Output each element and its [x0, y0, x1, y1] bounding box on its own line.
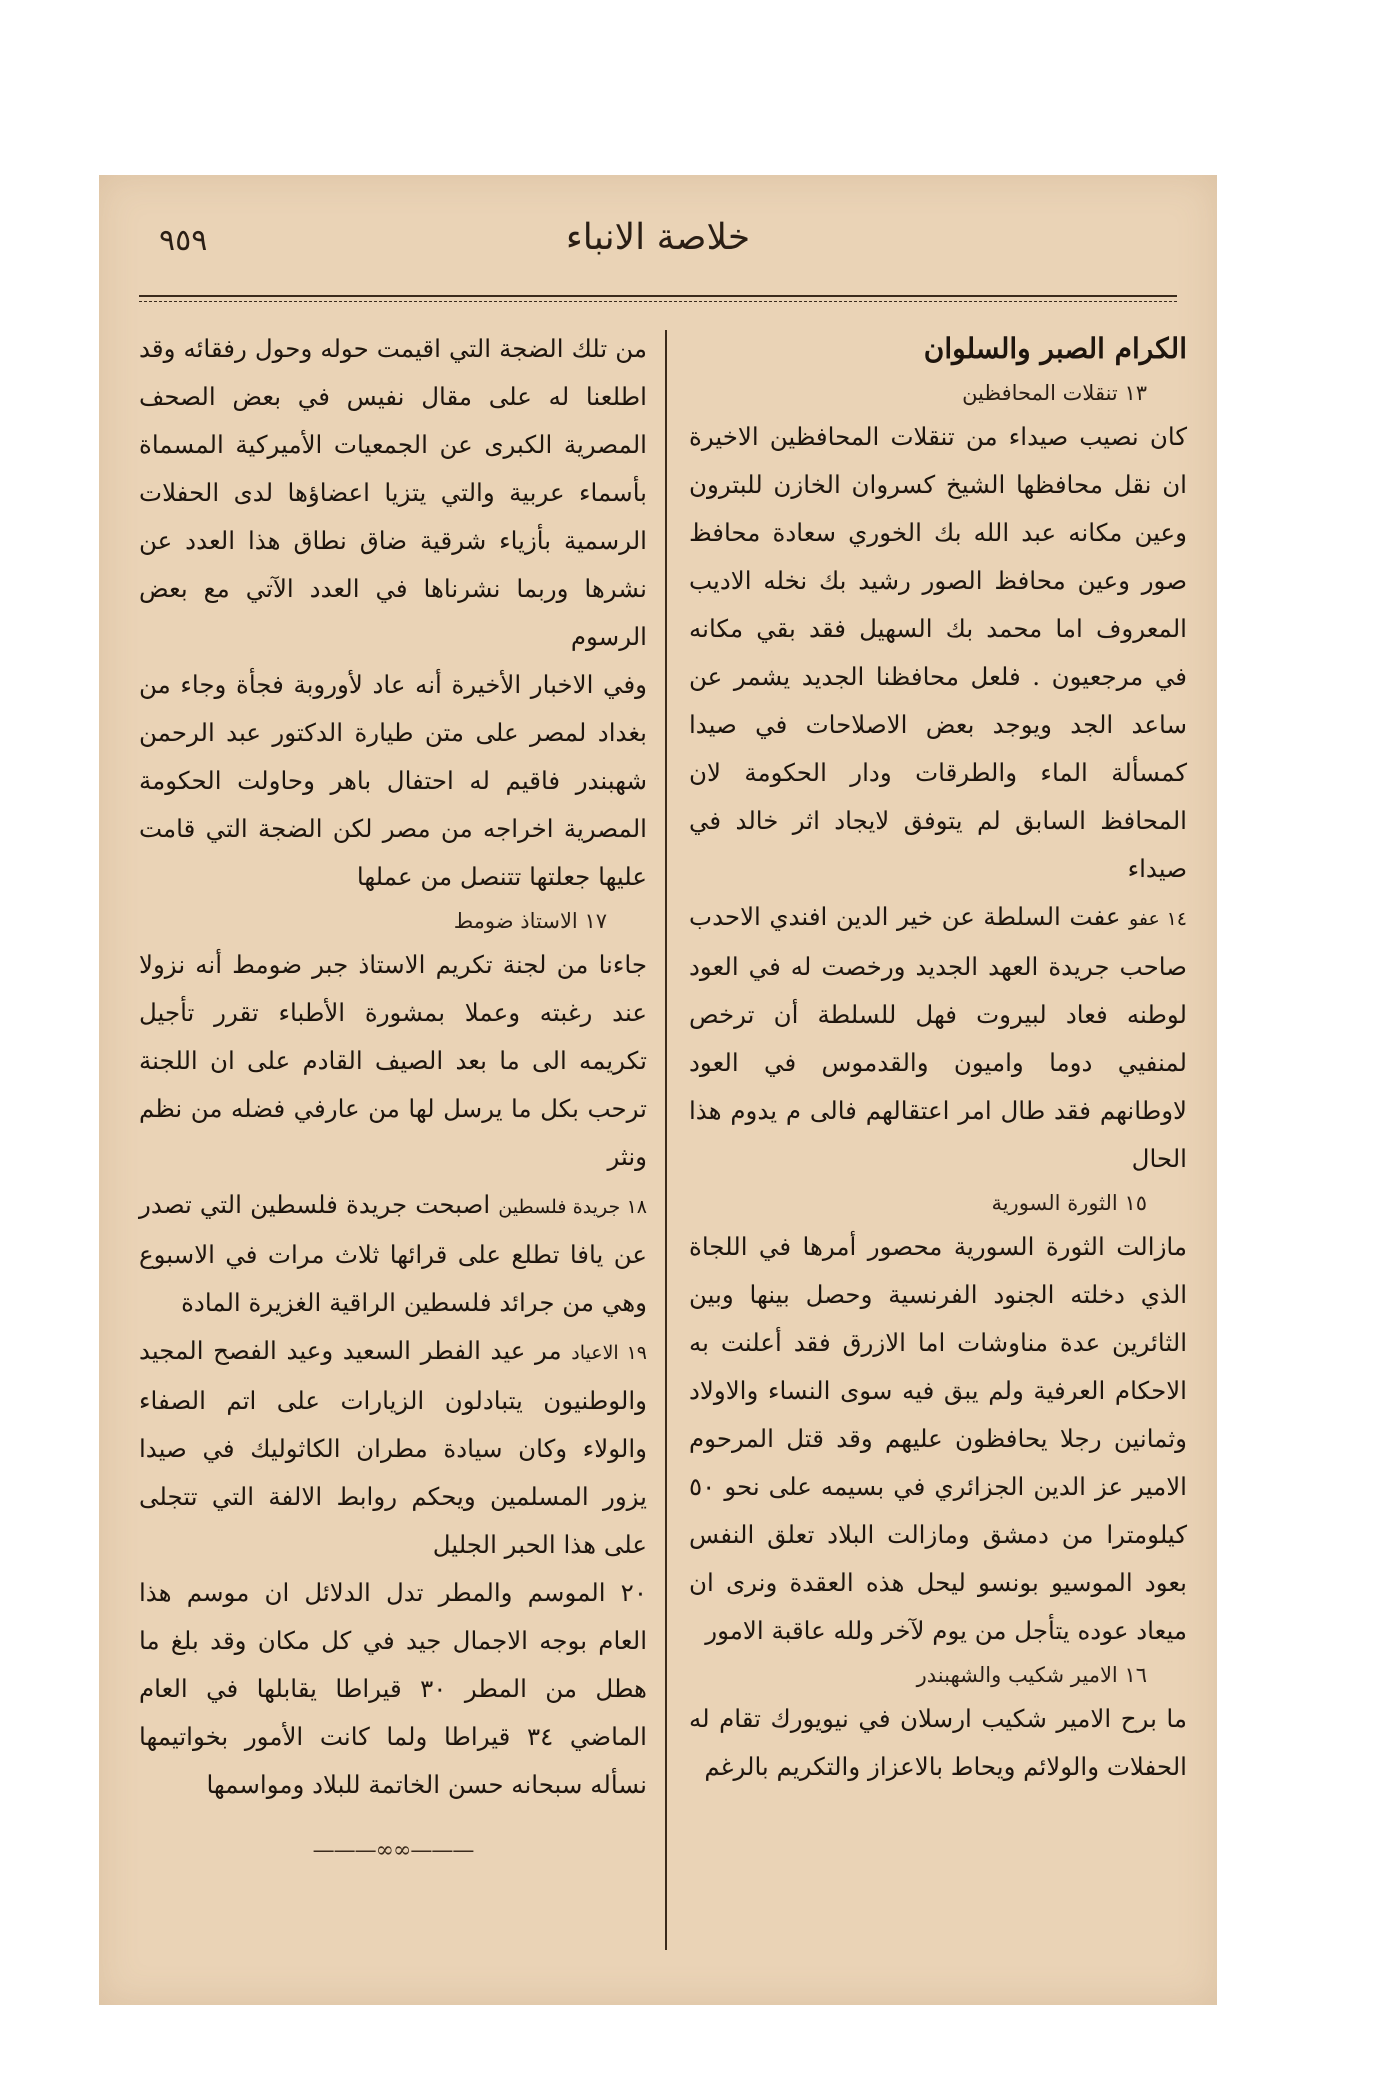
item18-heading: ١٨ جريدة فلسطين: [498, 1196, 647, 1218]
continued-text: من تلك الضجة التي اقيمت حوله وحول رفقائه وقد اطلعنا له على مقال نفيس في بعض الصحف المصرية الكبرى عن الجمعيات الأميركية المسماة بأسماء عربية والتي يتزيا اعضاؤها لدى الحفلات الرسمية بأزياء شرقية ضاق نطاق هذا العدد عن نشرها وربما نشرناها في العدد الآتي مع بعض الرسوم: [139, 334, 647, 651]
column-divider: [665, 330, 667, 1950]
item17-text: جاءنا من لجنة تكريم الاستاذ جبر ضومط أنه نزولا عند رغبته وعملا بمشورة الأطباء تقرر تأجيل تكريمه الى ما بعد الصيف القادم على ان اللجنة ترحب بكل ما يرسل لها من عارفي فضله من نظم ونثر: [139, 950, 647, 1171]
continued-text-2: وفي الاخبار الأخيرة أنه عاد لأوروبة فجأة وجاء من بغداد لمصر على متن طيارة الدكتور عبد الرحمن شهبندر فاقيم له احتفال باهر وحاولت الحكومة المصرية اخراجه من مصر لكن الضجة التي قامت عليها جعلتها تتنصل من عملها: [139, 670, 647, 891]
item15-heading: ١٥ الثورة السورية: [991, 1191, 1147, 1215]
running-title: خلاصة الانباء: [565, 217, 751, 258]
item13-text: كان نصيب صيداء من تنقلات المحافظين الاخيرة ان نقل محافظها الشيخ كسروان الخازن للبترون وعين مكانه عبد الله بك الخوري سعادة محافظ صور وعين محافظ الصور رشيد بك نخله الاديب المعروف اما محمد بك السهيل فقد بقي مكانه في مرجعيون . فلعل محافظنا الجديد يشمر عن ساعد الجد ويوجد بعض الاصلاحات في صيدا كمسألة الماء والطرقات ودار الحكومة لان المحافظ السابق لم يتوفق لايجاد اثر خالد في صيداء: [689, 422, 1187, 883]
item13-heading: ١٣ تنقلات المحافظين: [962, 381, 1147, 405]
item18-text: اصبحت جريدة فلسطين التي تصدر عن يافا تطلع على قرائها ثلاث مرات في الاسبوع وهي من جرائد فلسطين الراقية الغزيرة المادة: [139, 1190, 647, 1317]
header-rule-wavy: [139, 301, 1177, 302]
page-header: [99, 175, 1217, 285]
item19-heading: ١٩ الاعياد: [571, 1342, 647, 1364]
item19-text: مر عيد الفطر السعيد وعيد الفصح المجيد والوطنيون يتبادلون الزيارات على اتم الصفاء والولاء وكان سيادة مطران الكاثوليك في صيدا يزور المسلمين ويحكم روابط الالفة التي تتجلى على هذا الحبر الجليل: [139, 1336, 647, 1559]
lead-line: الكرام الصبر والسلوان: [923, 332, 1187, 365]
item14-heading: ١٤ عفو: [1129, 908, 1187, 930]
header-rule: [139, 295, 1177, 297]
newspaper-page: [99, 175, 1217, 2005]
page-number: ٩٥٩: [159, 223, 208, 258]
item15-text: مازالت الثورة السورية محصور أمرها في اللجاة الذي دخلته الجنود الفرنسية وحصل بينها وبين الثائرين عدة مناوشات اما الازرق فقد أعلنت به الاحكام العرفية ولم يبق فيه سوى النساء والاولاد وثمانين رجلا يحافظون عليهم وقد قتل المرحوم الامير عز الدين الجزائري في بسيمه على نحو ٥٠ كيلومترا من دمشق ومازالت البلاد تعلق النفس بعود الموسيو بونسو ليحل هذه العقدة ونرى ان ميعاد عوده يتأجل من يوم لآخر ولله عاقبة الامور: [689, 1232, 1187, 1645]
right-column: [689, 325, 1187, 1791]
left-column: [139, 325, 647, 1875]
item17-heading: ١٧ الاستاذ ضومط: [453, 909, 607, 933]
item16-text: ما برح الامير شكيب ارسلان في نيويورك تقام له الحفلات والولائم ويحاط بالاعزاز والتكريم بالرغم: [689, 1704, 1187, 1781]
item14-text: عفت السلطة عن خير الدين افندي الاحدب صاحب جريدة العهد الجديد ورخصت له في العود لوطنه فعاد لبيروت فهل للسلطة أن ترخص لمنفيي دوما واميون والقدموس في العود لاوطانهم فقد طال امر اعتقالهم فالى م يدوم هذا الحال: [689, 902, 1187, 1173]
end-ornament: ———∞∞———: [312, 1838, 474, 1863]
item16-heading: ١٦ الامير شكيب والشهبندر: [916, 1663, 1147, 1687]
item20-text: ٢٠ الموسم والمطر تدل الدلائل ان موسم هذا العام بوجه الاجمال جيد في كل مكان وقد بلغ ما هطل من المطر ٣٠ قيراطا يقابلها في العام الماضي ٣٤ قيراطا ولما كانت الأمور بخواتيمها نسأله سبحانه حسن الخاتمة للبلاد ومواسمها: [139, 1578, 647, 1799]
